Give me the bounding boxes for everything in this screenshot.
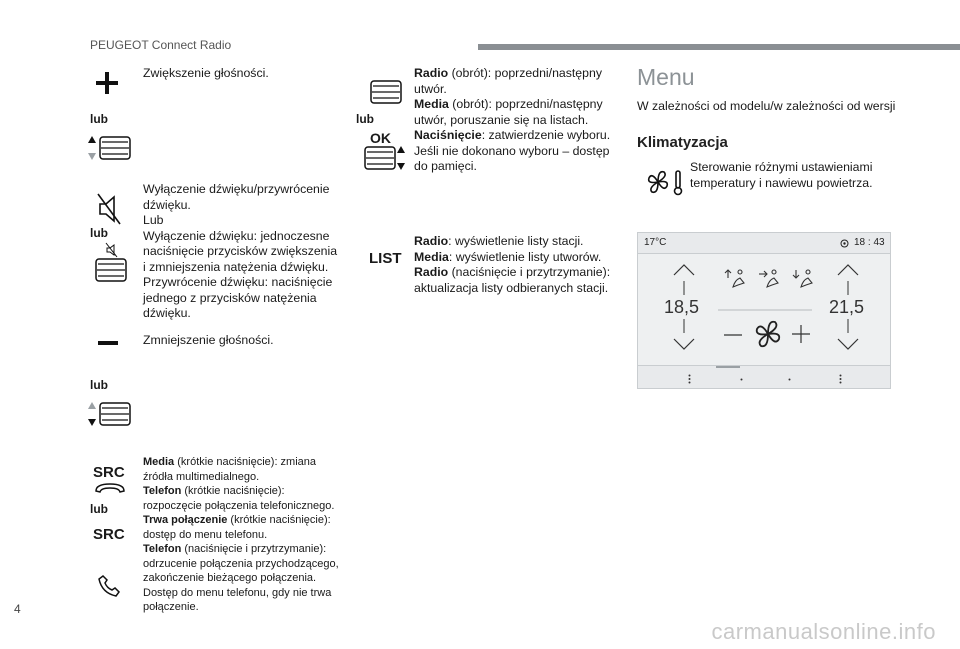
src-label-2: SRC: [93, 526, 125, 543]
temp-left: 18,5: [664, 297, 700, 317]
temp-right-divider-bottom: [847, 319, 849, 333]
nav-menu-left-icon[interactable]: [688, 374, 691, 384]
climate-screen: [637, 232, 891, 389]
clock: 18 : 43: [854, 237, 885, 248]
or-label: lub: [90, 226, 108, 240]
temp-right: 21,5: [829, 297, 865, 317]
screen-separator: [718, 309, 812, 311]
rotary-wheel-icon: [370, 80, 402, 106]
volume-wheel-up-icon: [88, 136, 132, 162]
fan-increase-icon[interactable]: [792, 325, 810, 343]
nav-menu-right-icon[interactable]: [839, 374, 842, 384]
rotary-ok-wheel-icon: [364, 146, 408, 172]
temp-left-down-icon[interactable]: [674, 339, 694, 349]
temp-left-divider-top: [683, 281, 685, 295]
screen-nav-bar: [638, 365, 890, 388]
vol-down-text: Zmniejszenie głośności.: [143, 333, 274, 347]
or-label: lub: [90, 112, 108, 126]
or-label: lub: [90, 502, 108, 516]
header-bar: [478, 44, 960, 50]
temp-right-divider-top: [847, 281, 849, 295]
small-mute-icon: [106, 243, 118, 257]
fan-decrease-icon[interactable]: [724, 334, 742, 336]
gps-icon: [840, 239, 849, 248]
menu-subtitle: W zależności od modelu/w zależności od wersji: [637, 99, 896, 113]
mute-text: Wyłączenie dźwięku/przywrócenie dźwięku. Lub Wyłączenie dźwięku: jednoczesne naciśnięcie przycisków zwiększenia i zmniejszenia natężenia dźwięku. Przywrócenie dźwięku: naciśnięcie jednego z przycisków natężenia dźwięku.: [143, 182, 338, 320]
outside-temperature: 17°C: [644, 237, 667, 248]
menu-heading: Menu: [637, 64, 695, 90]
volume-wheel-icon: [94, 258, 128, 284]
screen-status-bar: [638, 233, 890, 254]
nav-page-dot-2[interactable]: [788, 378, 791, 381]
list-text: Radio: wyświetlenie listy stacji. Media: wyświetlenie listy utworów. Radio (naciśnięcie i przytrzymanie): aktualizacja listy odbieranych stacji.: [414, 234, 611, 295]
list-label: LIST: [369, 250, 402, 267]
mute-icon: [98, 194, 120, 224]
nav-page-dot-1[interactable]: [740, 378, 743, 381]
radio-rotate-text: Radio (obrót): poprzedni/następny utwór. Media (obrót): poprzedni/następny utwór, poruszanie się na listach. Naciśnięcie: zatwierdzenie wyboru. Jeśli nie dokonano wyboru – dostęp do pamięci.: [414, 66, 611, 173]
fan-speed-icon: [755, 321, 781, 347]
or-label: lub: [356, 112, 374, 126]
or-label: lub: [90, 378, 108, 392]
watermark: carmanualsonline.info: [711, 619, 936, 644]
nav-active-indicator: [716, 366, 740, 369]
phone-hangup-icon: [94, 482, 126, 494]
klimatyzacja-text: Sterowanie różnymi ustawieniami temperatury i nawiewu powietrza.: [690, 160, 873, 190]
temp-right-down-icon[interactable]: [838, 339, 858, 349]
air-feet-icon[interactable]: [792, 269, 816, 289]
air-face-icon[interactable]: [758, 269, 782, 289]
plus-icon: [96, 72, 118, 94]
src-label: SRC: [93, 464, 125, 481]
klimatyzacja-heading: Klimatyzacja: [637, 134, 728, 151]
ok-label: OK: [370, 130, 391, 146]
page-number: 4: [14, 602, 21, 616]
phone-icon: [98, 575, 120, 597]
minus-icon: [98, 341, 118, 345]
temp-left-divider-bottom: [683, 319, 685, 333]
volume-wheel-down-icon: [88, 402, 132, 428]
climate-fan-icon: [646, 170, 684, 196]
src-text: Media (krótkie naciśnięcie): zmiana źródła multimedialnego. Telefon (krótkie naciśnięcie): rozpoczęcie połączenia telefonicznego. Trwa połączenie (krótkie naciśnięcie): dostęp do menu telefonu. Telefon (naciśnięcie i przytrzymanie): odrzucenie połączenia przychodzącego, zakończenie bieżącego połączenia. Dostęp do menu telefonu, gdy nie trwa połączenie.: [143, 456, 339, 613]
air-windscreen-icon[interactable]: [724, 269, 748, 289]
temp-left-up-icon[interactable]: [674, 265, 694, 275]
temp-right-up-icon[interactable]: [838, 265, 858, 275]
running-header: PEUGEOT Connect Radio: [90, 38, 232, 52]
vol-up-text: Zwiększenie głośności.: [143, 66, 269, 80]
